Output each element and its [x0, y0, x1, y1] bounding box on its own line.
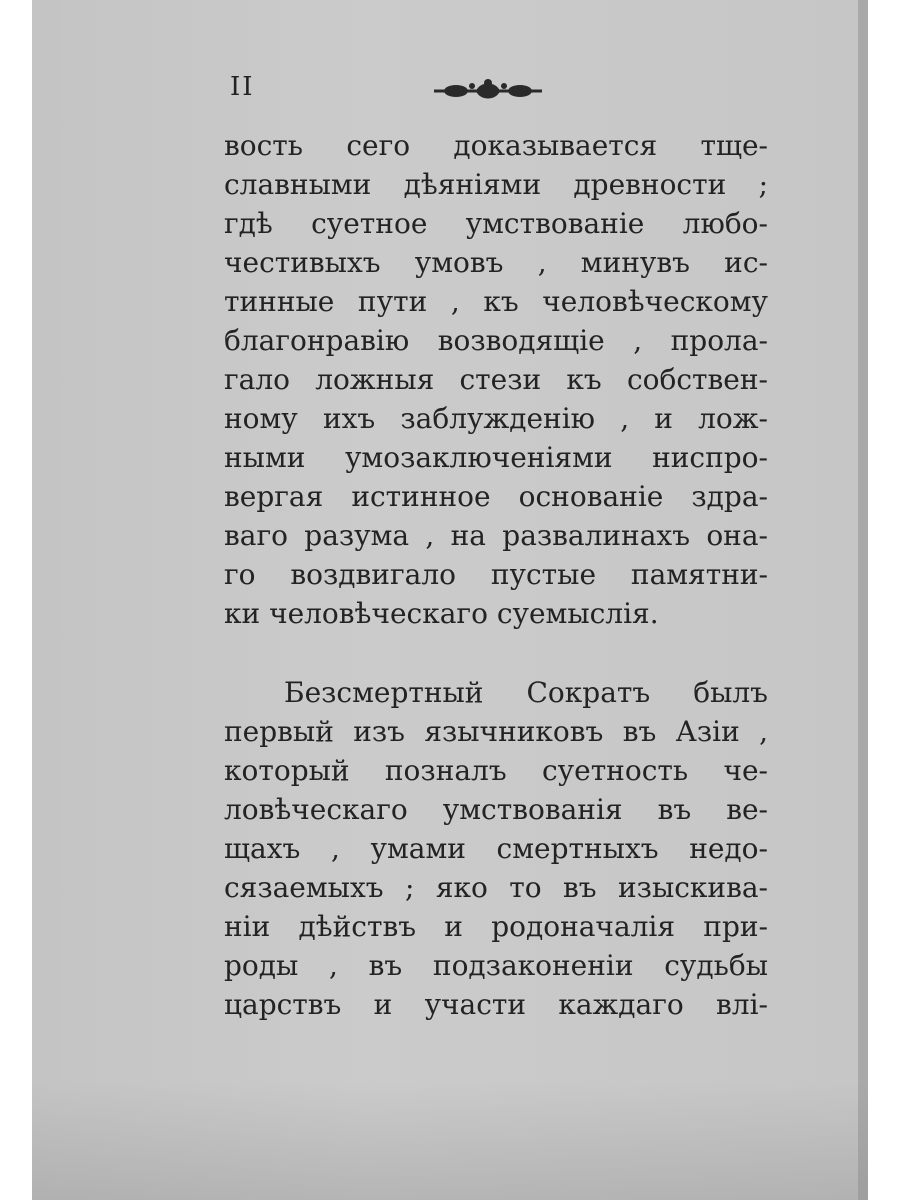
text-line: роды , въ подзаконеніи судьбы	[224, 949, 768, 982]
text-line: тинные пути , къ человѣческому	[224, 285, 768, 318]
body-text	[224, 126, 768, 1024]
text-line: гдѣ суетное умствованіе любо-	[224, 207, 768, 240]
text-line: который позналъ суетность че-	[224, 754, 768, 787]
text-line: царствъ и участи каждаго влі-	[224, 988, 768, 1021]
paragraph-1	[224, 126, 768, 633]
text-line: вергая истинное основаніе здра-	[224, 480, 768, 513]
text-line: благонравію возводящіе , прола-	[224, 324, 768, 357]
text-line: го воздвигало пустые памятни-	[224, 558, 768, 591]
text-line: ваго разума , на развалинахъ она-	[224, 519, 768, 552]
text-line: гало ложныя стези къ собствен-	[224, 363, 768, 396]
paragraph-gap	[224, 633, 768, 673]
text-line: ными умозаключеніями ниспро-	[224, 441, 768, 474]
page-edge-strip	[858, 0, 868, 1200]
page-number: II	[230, 72, 255, 102]
text-line: сязаемыхъ ; яко то въ изыскива-	[224, 871, 768, 904]
text-line: вость сего доказывается тще-	[224, 129, 768, 162]
text-line: честивыхъ умовъ , минувъ ис-	[224, 246, 768, 279]
text-line: ніи дѣйствъ и родоначалія при-	[224, 910, 768, 943]
text-line: щахъ , умами смертныхъ недо-	[224, 832, 768, 865]
text-line: ному ихъ заблужденію , и лож-	[224, 402, 768, 435]
page-shadow	[32, 1080, 868, 1200]
paragraph-2	[224, 673, 768, 1024]
ornament-headpiece	[432, 78, 544, 104]
text-line: ки человѣческаго суемыслія.	[224, 597, 659, 630]
text-line: первый изъ язычниковъ въ Азіи ,	[224, 715, 768, 748]
text-line: ловѣческаго умствованія въ ве-	[224, 793, 768, 826]
scanned-page	[32, 0, 868, 1200]
text-line: Безсмертный Сократъ былъ	[284, 676, 768, 709]
text-line: славными дѣяніями древности ;	[224, 168, 768, 201]
